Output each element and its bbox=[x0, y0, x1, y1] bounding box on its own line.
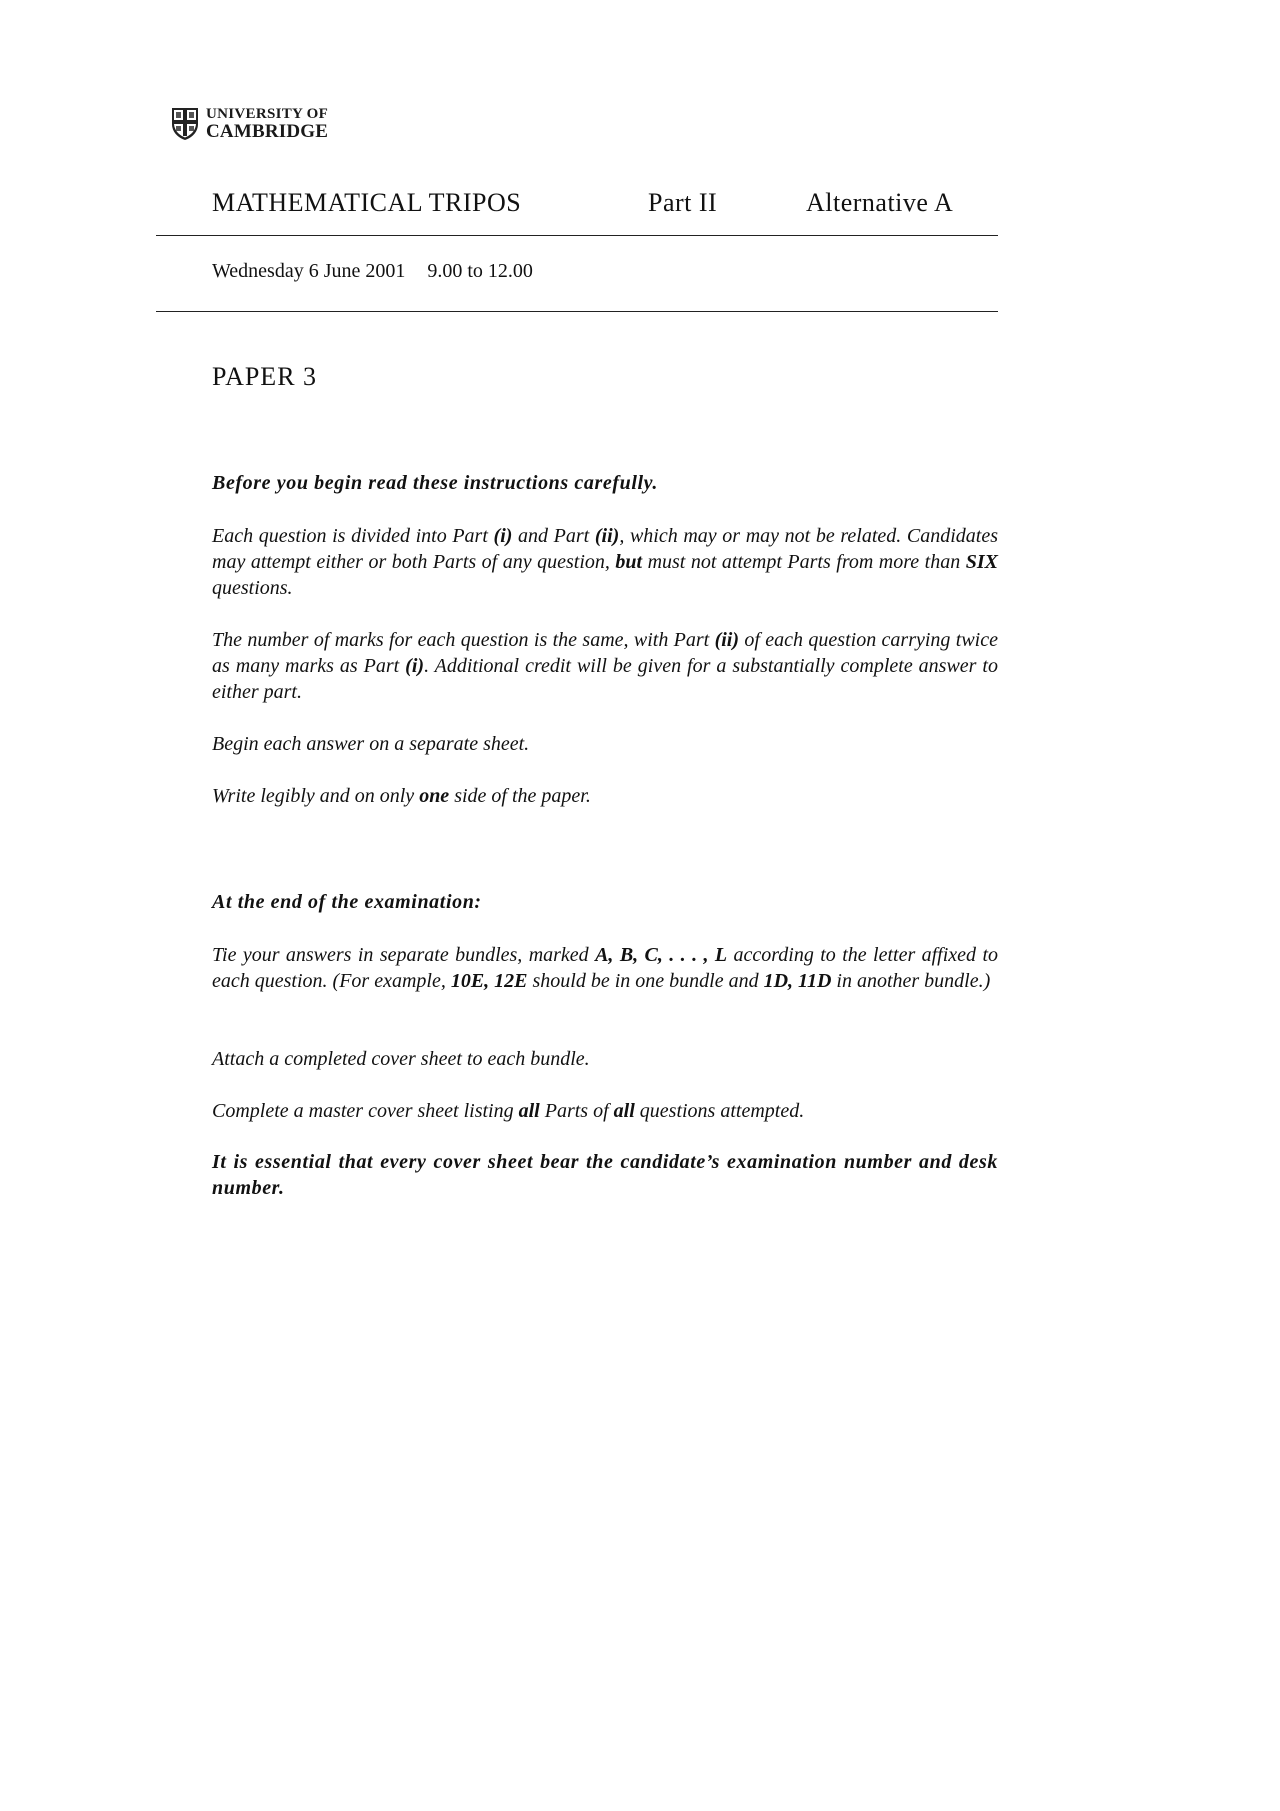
end-paragraph-1 bbox=[212, 942, 998, 994]
emphasis: all bbox=[613, 1100, 635, 1122]
emphasis: but bbox=[615, 551, 643, 573]
text-run: Each question is divided into Part bbox=[212, 525, 494, 547]
text-run: and Part bbox=[512, 525, 595, 547]
instructions-paragraph-3: Begin each answer on a separate sheet. bbox=[212, 733, 530, 755]
text-run: according to the letter affixed to each question. (For example, bbox=[212, 944, 998, 992]
university-logo bbox=[170, 106, 328, 142]
exam-header bbox=[212, 188, 982, 222]
end-paragraph-2: Attach a completed cover sheet to each bundle. bbox=[212, 1048, 590, 1070]
emphasis: A, B, C, . . . , L bbox=[595, 944, 728, 966]
end-paragraph-3 bbox=[212, 1098, 998, 1124]
tripos-title: MATHEMATICAL TRIPOS bbox=[212, 188, 522, 217]
emphasis: (ii) bbox=[714, 629, 740, 651]
text-run: Write legibly and on only bbox=[212, 785, 420, 807]
text-run: The number of marks for each question is the same, with Part bbox=[212, 629, 715, 651]
emphasis: (i) bbox=[405, 655, 425, 677]
essential-notice: It is essential that every cover sheet bear the candidate’s examination number and desk number. bbox=[212, 1151, 998, 1199]
emphasis: (i) bbox=[493, 525, 513, 547]
emphasis: 10E, 12E bbox=[450, 970, 528, 992]
emphasis: one bbox=[419, 785, 450, 807]
date-divider bbox=[156, 311, 998, 312]
exam-date: Wednesday 6 June 2001 bbox=[212, 260, 406, 282]
text-run: , which may or may not be related. Candidates may attempt either or both Parts of any question, bbox=[212, 525, 999, 573]
logo-line-1: UNIVERSITY OF bbox=[206, 106, 329, 122]
instructions-heading: Before you begin read these instructions carefully. bbox=[212, 472, 658, 494]
crest-icon bbox=[170, 106, 200, 142]
header-divider bbox=[156, 235, 998, 236]
part-label: Part II bbox=[648, 188, 718, 217]
text-run: Tie your answers in separate bundles, marked bbox=[212, 944, 596, 966]
text-run: side of the paper. bbox=[449, 785, 591, 807]
end-heading: At the end of the examination: bbox=[212, 891, 482, 913]
text-run: Parts of bbox=[539, 1100, 614, 1122]
text-run: must not attempt Parts from more than bbox=[642, 551, 966, 573]
text-run: should be in one bundle and bbox=[527, 970, 764, 992]
instructions-paragraph-4 bbox=[212, 783, 998, 809]
exam-time: 9.00 to 12.00 bbox=[427, 260, 533, 282]
emphasis: (ii) bbox=[594, 525, 620, 547]
emphasis: all bbox=[518, 1100, 540, 1122]
session-info bbox=[212, 260, 533, 283]
logo-wordmark bbox=[206, 107, 328, 141]
text-run: . Additional credit will be given for a substantially complete answer to either part. bbox=[212, 655, 998, 703]
text-run: questions attempted. bbox=[634, 1100, 805, 1122]
instructions-paragraph-1 bbox=[212, 523, 998, 601]
alternative-label: Alternative A bbox=[806, 188, 954, 217]
logo-line-2: CAMBRIDGE bbox=[206, 121, 329, 142]
instructions-paragraph-2 bbox=[212, 627, 998, 705]
paper-title: PAPER 3 bbox=[212, 362, 318, 391]
text-run: questions. bbox=[212, 577, 293, 599]
text-run: Complete a master cover sheet listing bbox=[212, 1100, 519, 1122]
emphasis: SIX bbox=[965, 551, 998, 573]
emphasis: 1D, 11D bbox=[763, 970, 832, 992]
text-run: of each question carrying twice as many marks as Part bbox=[212, 629, 998, 677]
text-run: in another bundle.) bbox=[831, 970, 991, 992]
